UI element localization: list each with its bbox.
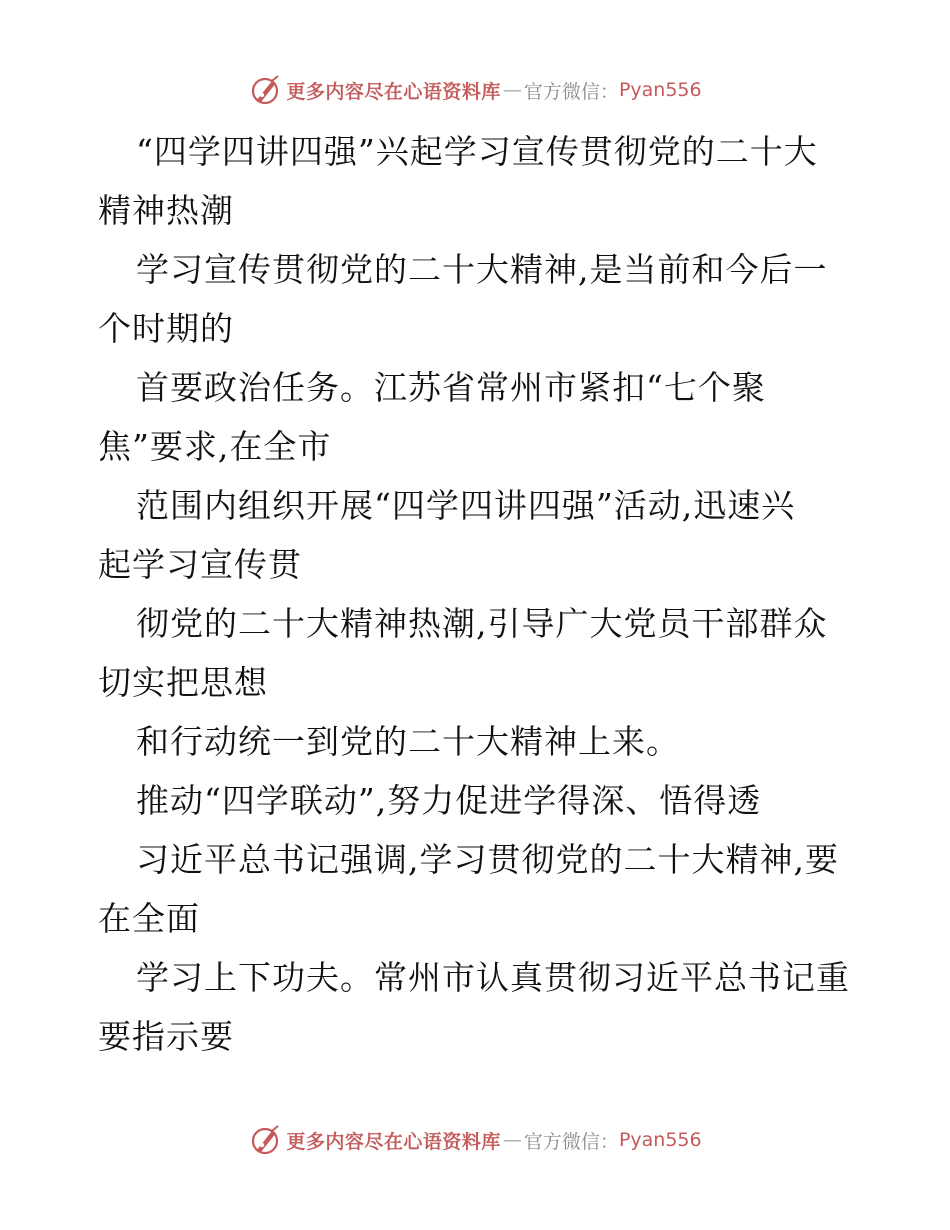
body-line: 个时期的 [98, 309, 234, 348]
banner-site-text: 更多内容尽在心语资料库 [286, 80, 501, 103]
body-line: 和行动统一到党的二十大精神上来。 [136, 722, 680, 761]
footer-banner [0, 1118, 950, 1162]
body-line: 学习上下功夫。常州市认真贯彻习近平总书记重 [136, 958, 850, 997]
quill-pen-logo-icon [248, 1123, 282, 1157]
banner-wechat-id: Pyan556 [618, 79, 702, 101]
quill-pen-logo-icon [248, 73, 282, 107]
banner-separator: — [502, 79, 522, 101]
body-line: 在全面 [98, 899, 200, 938]
body-line: “四学四讲四强”兴起学习宣传贯彻党的二十大 [136, 132, 818, 171]
header-banner [0, 68, 950, 112]
body-line: 推动“四学联动”,努力促进学得深、悟得透 [136, 781, 762, 820]
body-line: 学习宣传贯彻党的二十大精神,是当前和今后一 [136, 250, 828, 289]
banner-wechat-label: 官方微信： [523, 1130, 619, 1153]
banner-wechat-label: 官方微信： [523, 80, 619, 103]
banner-separator: — [502, 1129, 522, 1151]
body-line: 要指示要 [98, 1017, 234, 1056]
body-line: 首要政治任务。江苏省常州市紧扣“七个聚 [136, 368, 766, 407]
banner-wechat-id: Pyan556 [618, 1129, 702, 1151]
body-line: 起学习宣传贯 [98, 545, 302, 584]
banner-site-text: 更多内容尽在心语资料库 [286, 1130, 501, 1153]
body-line: 切实把思想 [98, 663, 268, 702]
body-line: 范围内组织开展“四学四讲四强”活动,迅速兴 [136, 486, 796, 525]
body-line: 焦”要求,在全市 [98, 427, 332, 466]
body-line: 彻党的二十大精神热潮,引导广大党员干部群众 [136, 604, 828, 643]
document-body [98, 122, 858, 1066]
body-line: 精神热潮 [98, 191, 234, 230]
body-line: 习近平总书记强调,学习贯彻党的二十大精神,要 [136, 840, 839, 879]
